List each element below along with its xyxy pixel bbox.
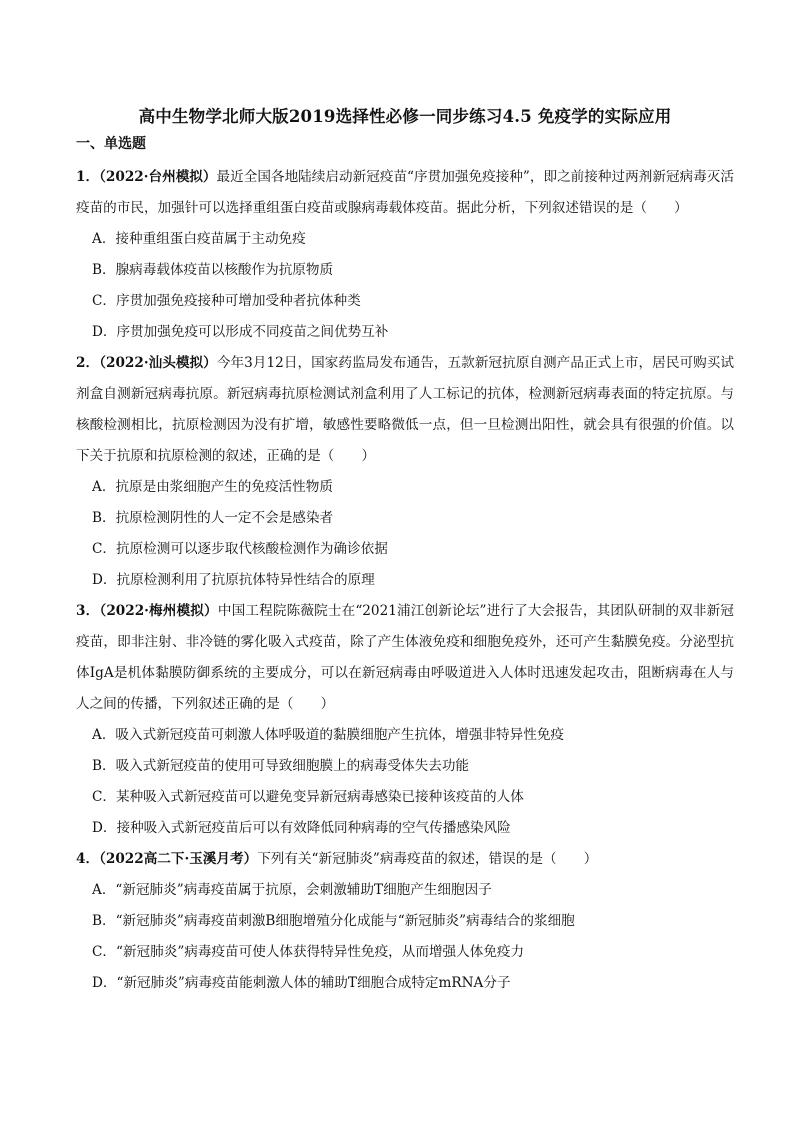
question-source: （2022·汕头模拟） — [99, 355, 217, 371]
question-text: 下列有关“新冠肺炎”病毒疫苗的叙述，错误的是（ ） — [257, 851, 598, 867]
option-c: C．“新冠肺炎”病毒疫苗可使人体获得特异性免疫，从而增强人体免疫力 — [92, 944, 525, 960]
question-source: （2022·梅州模拟） — [99, 603, 218, 619]
question-stem — [76, 596, 734, 720]
option-list — [76, 875, 734, 999]
question-stem — [76, 162, 734, 224]
option-d: D．序贯加强免疫可以形成不同疫苗之间优势互补 — [92, 324, 389, 340]
question-text: 最近全国各地陆续启动新冠疫苗“序贯加强免疫接种”，即之前接种过两剂新冠病毒灭活疫苗的市民，加强针可以选择重组蛋白疫苗或腺病毒载体疫苗。据此分析，下列叙述错误的是（ ） — [76, 169, 734, 216]
option-c: C．抗原检测可以逐步取代核酸检测作为确诊依据 — [92, 541, 388, 557]
question-source: （2022·台州模拟） — [99, 169, 217, 185]
question-text: 中国工程院陈薇院士在“2021浦江创新论坛”进行了大会报告，其团队研制的双非新冠疫苗，即非注射、非冷链的雾化吸入式疫苗，除了产生体液免疫和细胞免疫外，还可产生黏膜免疫。分泌型抗体IgA是机体黏膜防御系统的主要成分，可以在新冠病毒由呼吸道进入人体时迅速发起攻击，阻断病毒在人与人之间的传播，下列叙述正确的是（ ） — [76, 603, 734, 712]
question-number: 3． — [76, 603, 100, 619]
option-d: D．接种吸入式新冠疫苗后可以有效降低同种病毒的空气传播感染风险 — [92, 820, 511, 836]
option-list — [76, 720, 734, 844]
question-4 — [76, 844, 734, 999]
question-number: 1． — [76, 169, 100, 185]
option-a: A．接种重组蛋白疫苗属于主动免疫 — [92, 231, 306, 247]
section-heading: 一、单选题 — [76, 136, 146, 152]
option-b: B．吸入式新冠疫苗的使用可导致细胞膜上的病毒受体失去功能 — [92, 758, 470, 774]
option-list — [76, 472, 734, 596]
question-stem — [76, 844, 734, 875]
option-b: B．抗原检测阴性的人一定不会是感染者 — [92, 510, 334, 526]
question-stem — [76, 348, 734, 472]
option-d: D．“新冠肺炎”病毒疫苗能刺激人体的辅助T细胞合成特定mRNA分子 — [92, 975, 511, 991]
option-b: B．腺病毒载体疫苗以核酸作为抗原物质 — [92, 262, 334, 278]
option-a: A．“新冠肺炎”病毒疫苗属于抗原，会刺激辅助T细胞产生细胞因子 — [92, 882, 492, 898]
document-title: 高中生物学北师大版2019选择性必修一同步练习4.5 免疫学的实际应用 — [138, 107, 672, 126]
question-2 — [76, 348, 734, 596]
question-source: （2022高二下·玉溪月考） — [99, 851, 258, 867]
question-text: 今年3月12日，国家药监局发布通告，五款新冠抗原自测产品正式上市，居民可购买试剂盒自测新冠病毒抗原。新冠病毒抗原检测试剂盒利用了人工标记的抗体，检测新冠病毒表面的特定抗原。与核酸检测相比，抗原检测因为没有扩增，敏感性要略微低一点，但一旦检测出阳性，就会具有很强的价值。以下关于抗原和抗原检测的叙述，正确的是（ ） — [76, 355, 734, 464]
option-a: A．抗原是由浆细胞产生的免疫活性物质 — [92, 479, 333, 495]
option-a: A．吸入式新冠疫苗可刺激人体呼吸道的黏膜细胞产生抗体，增强非特异性免疫 — [92, 727, 565, 743]
option-list — [76, 224, 734, 348]
question-1 — [76, 162, 734, 348]
option-c: C．序贯加强免疫接种可增加受种者抗体种类 — [92, 293, 361, 309]
option-b: B．“新冠肺炎”病毒疫苗刺激B细胞增殖分化成能与“新冠肺炎”病毒结合的浆细胞 — [92, 913, 575, 929]
question-3 — [76, 596, 734, 844]
question-number: 2． — [76, 355, 100, 371]
option-d: D．抗原检测利用了抗原抗体特异性结合的原理 — [92, 572, 375, 588]
option-c: C．某种吸入式新冠疫苗可以避免变异新冠病毒感染已接种该疫苗的人体 — [92, 789, 524, 805]
question-number: 4． — [76, 851, 100, 867]
